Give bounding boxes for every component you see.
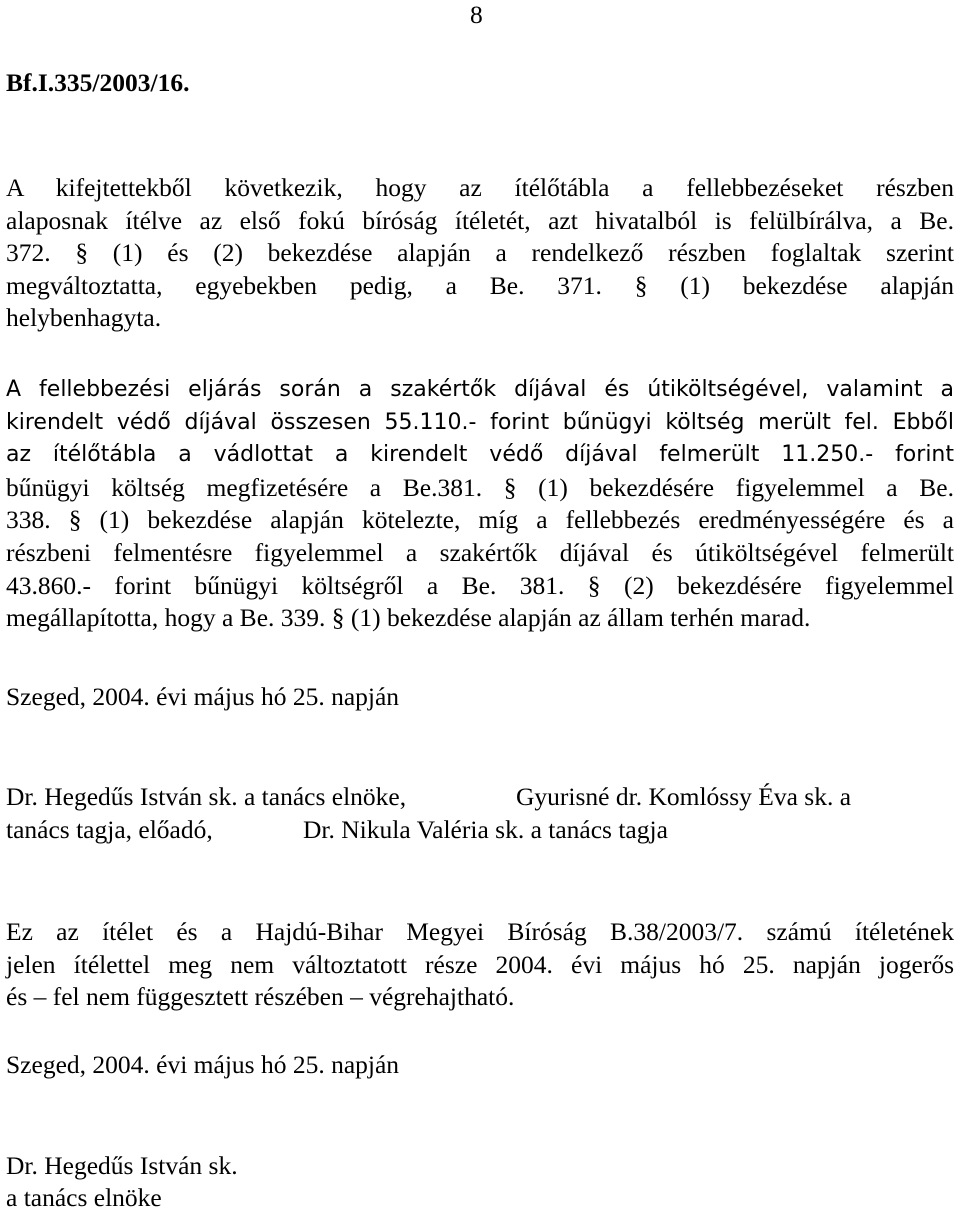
date-place-line: Szeged, 2004. évi május hó 25. napján bbox=[6, 1050, 400, 1079]
paragraph-enforceability bbox=[6, 916, 954, 1014]
text-line: kirendelt védő díjával összesen 55.110.- forint bűnügyi költség merült fel. Ebből bbox=[6, 409, 954, 435]
text-line: bűnügyi költség megfizetésére a Be.381. § (1) bekezdésére figyelemmel a Be. bbox=[6, 472, 954, 502]
text-line: részbeni felmentésre figyelemmel a szakértők díjával és útiköltségével felmerült bbox=[6, 537, 954, 567]
text-line: 338. § (1) bekezdése alapján kötelezte, míg a fellebbezés eredményességére és a bbox=[6, 505, 954, 535]
text-line: A kifejtettekből következik, hogy az ítélőtábla a fellebbezéseket részben bbox=[6, 173, 954, 202]
text-line: helybenhagyta. bbox=[6, 303, 162, 333]
text-line: 43.860.- forint bűnügyi költségről a Be. 381. § (2) bekezdésére figyelemmel bbox=[6, 570, 954, 600]
text-line: jelen ítélettel meg nem változtatott része 2004. évi május hó 25. napján jogerős bbox=[6, 949, 954, 979]
final-signature-role: a tanács elnöke bbox=[6, 1183, 162, 1212]
text-line: megállapította, hogy a Be. 339. § (1) bekezdése alapján az állam terhén marad. bbox=[6, 603, 811, 633]
signature-rapporteur: Gyurisné dr. Komlóssy Éva sk. a bbox=[516, 782, 852, 811]
final-signature-name: Dr. Hegedűs István sk. bbox=[6, 1151, 238, 1180]
signature-member: Dr. Nikula Valéria sk. a tanács tagja bbox=[303, 815, 668, 844]
text-line: megváltoztatta, egyebekben pedig, a Be. 371. § (1) bekezdése alapján bbox=[6, 270, 954, 300]
text-line: alaposnak ítélve az első fokú bíróság ítéletét, azt hivatalból is felülbírálva, a Be. bbox=[6, 205, 954, 235]
text-line: az ítélőtábla a vádlottat a kirendelt védő díjával felmerült 11.250.- forint bbox=[6, 442, 954, 468]
signature-presiding-judge: Dr. Hegedűs István sk. a tanács elnöke, bbox=[6, 782, 407, 811]
text-line: 372. § (1) és (2) bekezdése alapján a rendelkező részben foglaltak szerint bbox=[6, 238, 954, 268]
paragraph-reasoning bbox=[6, 172, 954, 335]
signature-rapporteur-role: tanács tagja, előadó, bbox=[6, 815, 213, 844]
case-number: Bf.I.335/2003/16. bbox=[6, 68, 190, 97]
paragraph-costs bbox=[6, 374, 954, 635]
date-place-line: Szeged, 2004. évi május hó 25. napján bbox=[6, 682, 400, 711]
text-line: és – fel nem függesztett részében – végrehajtható. bbox=[6, 982, 515, 1012]
text-line: Ez az ítélet és a Hajdú-Bihar Megyei Bíróság B.38/2003/7. számú ítéletének bbox=[6, 917, 954, 946]
page-number: 8 bbox=[470, 0, 483, 29]
text-line: A fellebbezési eljárás során a szakértők díjával és útiköltségével, valamint a bbox=[6, 377, 954, 402]
